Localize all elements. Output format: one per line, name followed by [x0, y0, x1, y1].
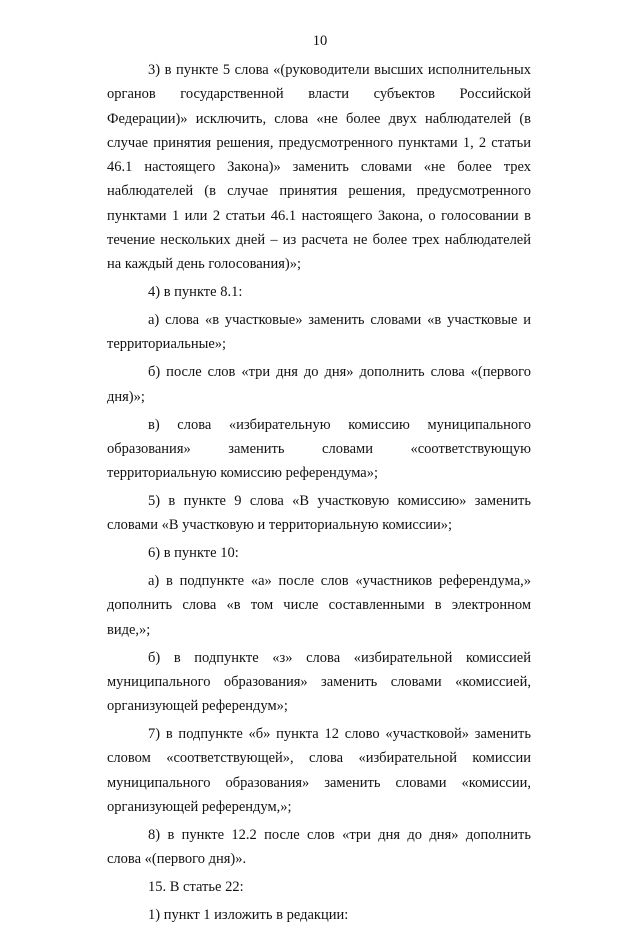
paragraph-item-4: 4) в пункте 8.1: [148, 284, 243, 301]
paragraph-section-15-item-1: 1) пункт 1 изложить в редакции: [148, 906, 349, 923]
paragraph-item-6a: а) в подпункте «а» после слов «участников референдума,» дополнить слова «в том числе составленными в электронном виде,»; [107, 573, 531, 638]
paragraph-item-4v: в) слова «избирательную комиссию муниципального образования» заменить словами «соответствующую территориальную комиссию референдума»; [107, 416, 531, 482]
paragraph-item-5: 5) в пункте 9 слова «В участковую комиссию» заменить словами «В участковую и территориальную комиссии»; [107, 493, 531, 534]
paragraph-item-8: 8) в пункте 12.2 после слов «три дня до дня» дополнить слова «(первого дня)». [107, 826, 531, 868]
paragraph-item-3: 3) в пункте 5 слова «(руководители высших исполнительных органов государственной власти субъектов Российской Федерации)» исключить, слова «не более двух наблюдателей (в случае принятия решения, предусмотренного пунктами 1, 2 статьи 46.1 настоящего Закона)» заменить словами «не более трех наблюдателей (в случае принятия решения, предусмотренного пунктами 1 или 2 статьи 46.1 настоящего Закона, о голосовании в течение нескольких дней – из расчета не более трех наблюдателей на каждый день голосования)»; [107, 62, 531, 273]
page-number: 10 [312, 33, 328, 49]
paragraph-item-6b: б) в подпункте «з» слова «избирательной комиссией муниципального образования» заменить словами «комиссией, организующей референдум»; [107, 649, 531, 715]
paragraph-item-4b: б) после слов «три дня до дня» дополнить слова «(первого дня)»; [107, 364, 531, 405]
paragraph-section-15: 15. В статье 22: [148, 879, 244, 896]
paragraph-item-7: 7) в подпункте «б» пункта 12 слово «участковой» заменить словом «соответствующей», слова «избирательной комиссии муниципального образования» заменить словами «комиссии, организующей референдум,»; [107, 726, 531, 815]
paragraph-item-6: 6) в пункте 10: [148, 545, 239, 562]
paragraph-item-4a: а) слова «в участковые» заменить словами «в участковые и территориальные»; [107, 312, 531, 353]
document-body [107, 58, 531, 931]
